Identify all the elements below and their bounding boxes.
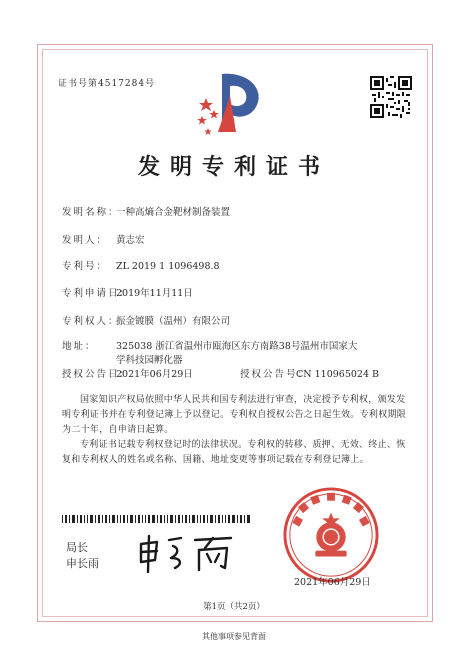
signer-title: 局长 xyxy=(66,541,88,554)
invention-name-value: 一种高熵合金靶材制备装置 xyxy=(116,207,231,218)
field-grant-date xyxy=(62,368,193,382)
official-seal-icon xyxy=(282,486,380,584)
filing-date-value: 2019年11月11日 xyxy=(116,288,193,299)
field-inventor xyxy=(62,234,145,248)
invention-name-label: 发明名称： xyxy=(62,207,120,218)
signer-name: 申长雨 xyxy=(66,557,99,570)
patentee-label: 专利权人： xyxy=(62,316,120,327)
signing-date: 2021年06月29日 xyxy=(294,577,371,588)
field-grant-no xyxy=(240,368,379,382)
patent-no-label: 专利号： xyxy=(62,261,109,272)
inventor-value: 黄志宏 xyxy=(116,235,145,246)
field-filing-date xyxy=(62,287,193,301)
page-number: 第1页（共2页） xyxy=(203,602,265,612)
back-notice: 其他事项参见背面 xyxy=(202,632,266,641)
address-label: 地址： xyxy=(62,341,97,352)
grant-no-label: 授权公告号： xyxy=(240,369,310,380)
body-paragraph-2: 专利证书记载专利权登记时的法律状况。专利权的转移、质押、无效、终止、恢复和专利权人的姓名或名称、国籍、地址变更等事项记载在专利登记簿上。 xyxy=(62,440,406,465)
certificate-title: 发明专利证书 xyxy=(137,154,330,180)
cnipa-logo-icon xyxy=(196,70,266,138)
barcode-strip xyxy=(62,515,252,523)
body-paragraph-1: 国家知识产权局依照中华人民共和国专利法进行审查，决定授予专利权，颁发发明专利证书并在专利登记簿上予以登记。专利权自授权公告之日起生效。专利权期限为二十年，自申请日起算。 xyxy=(62,395,407,435)
address-line1: 325038 浙江省温州市瓯海区东方南路38号温州市国家大 xyxy=(116,341,358,352)
field-address xyxy=(62,340,357,354)
certificate-number: 证书号第4517284号 xyxy=(58,79,156,89)
address-line2: 学科技园孵化器 xyxy=(116,355,183,366)
grant-date-value: 2021年06月29日 xyxy=(116,369,193,380)
field-patent-no xyxy=(62,260,220,274)
patent-no-value: ZL 2019 1 1096498.8 xyxy=(116,261,220,272)
grant-date-label: 授权公告日： xyxy=(62,369,132,380)
handwritten-signature-icon xyxy=(135,532,245,574)
patentee-value: 振金镀膜（温州）有限公司 xyxy=(116,316,231,327)
grant-no-value: CN 110965024 B xyxy=(296,369,379,380)
field-invention-name xyxy=(62,206,230,220)
inventor-label: 发明人： xyxy=(62,235,109,246)
qr-code-icon xyxy=(370,76,412,118)
filing-date-label: 专利申请日： xyxy=(62,288,132,299)
field-patentee xyxy=(62,315,230,329)
